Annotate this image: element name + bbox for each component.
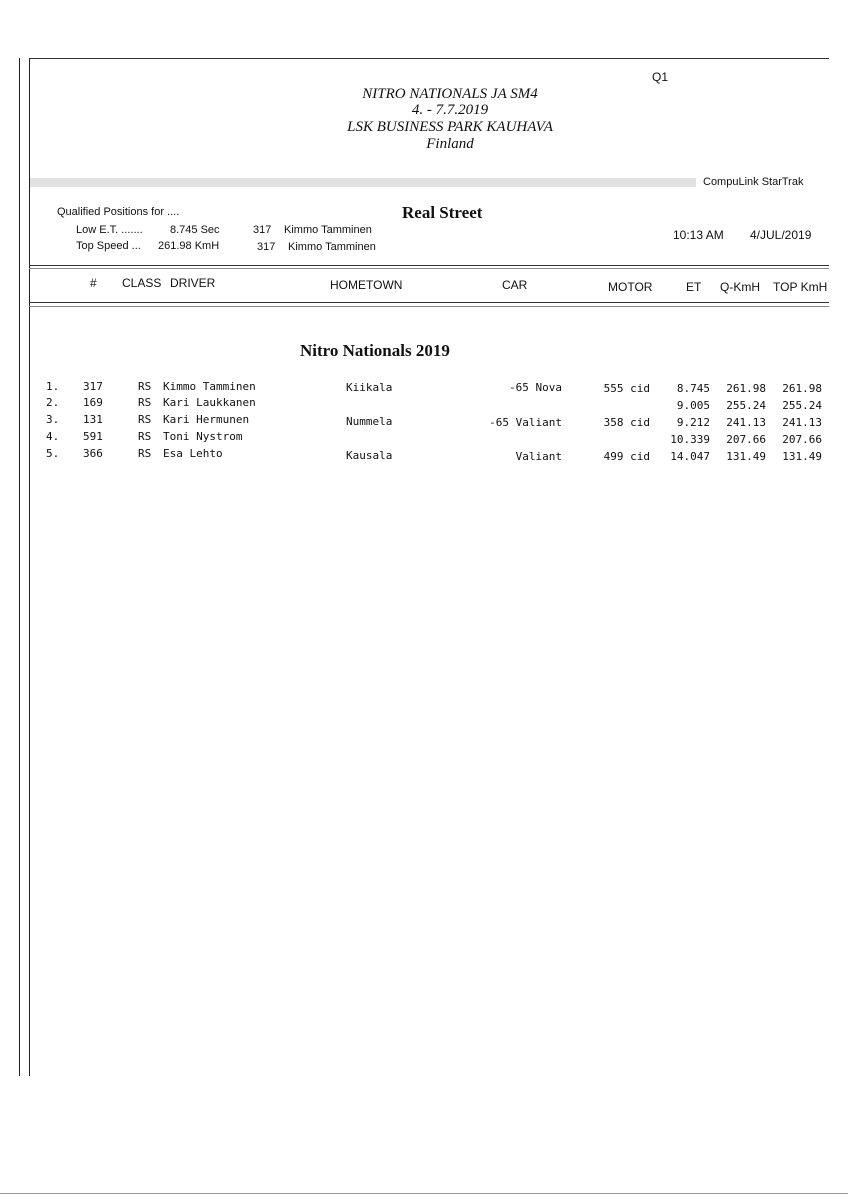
row-car: -65 Valiant (489, 416, 562, 429)
row-driver: Esa Lehto (163, 447, 223, 460)
event-country: Finland (426, 136, 474, 152)
row-motor: 499 cid (603, 450, 650, 463)
header-line-top2 (29, 268, 829, 269)
top-speed-number: 317 (257, 241, 276, 253)
section-title: Nitro Nationals 2019 (300, 341, 450, 360)
row-qkmh: 131.49 (726, 450, 766, 463)
col-hometown: HOMETOWN (330, 278, 403, 292)
top-border-line (29, 58, 829, 59)
row-class: RS (138, 413, 152, 426)
low-et-driver: Kimmo Tamminen (284, 224, 372, 236)
left-border-line (19, 58, 20, 1076)
col-topkmh: TOP KmH (773, 280, 828, 294)
low-et-number: 317 (253, 224, 272, 236)
event-dates: 4. - 7.7.2019 (411, 102, 489, 118)
row-number: 366 (83, 447, 103, 460)
row-topkmh: 207.66 (782, 433, 822, 446)
row-driver: Kari Laukkanen (163, 396, 256, 409)
row-et: 9.005 (676, 399, 710, 412)
low-et-label: Low E.T. ....... (76, 224, 143, 236)
report-date: 4/JUL/2019 (750, 228, 812, 242)
row-class: RS (138, 380, 152, 393)
row-class: RS (138, 447, 152, 460)
row-et: 14.047 (670, 450, 710, 463)
row-qkmh: 241.13 (726, 416, 766, 429)
left-border-line-inner (29, 58, 30, 1076)
row-motor: 555 cid (603, 382, 650, 395)
header-line-top (29, 265, 829, 266)
low-et-value: 8.745 Sec (170, 224, 220, 236)
row-number: 169 (83, 396, 103, 409)
row-motor: 358 cid (603, 416, 650, 429)
col-et: ET (686, 280, 702, 294)
row-driver: Kari Hermunen (163, 413, 250, 426)
row-position: 3. (46, 413, 60, 426)
row-class: RS (138, 430, 152, 443)
row-number: 591 (83, 430, 103, 443)
system-label: CompuLink StarTrak (703, 176, 804, 188)
header-line-bottom (29, 302, 829, 303)
report-time: 10:13 AM (673, 228, 724, 242)
row-position: 5. (46, 447, 60, 460)
bottom-border-line (0, 1193, 848, 1194)
row-class: RS (138, 396, 152, 409)
col-class: CLASS (122, 276, 162, 290)
col-car: CAR (502, 278, 528, 292)
row-car: -65 Nova (509, 381, 562, 394)
row-qkmh: 255.24 (726, 399, 766, 412)
row-number: 317 (83, 380, 103, 393)
col-num: # (90, 276, 97, 290)
row-qkmh: 261.98 (726, 382, 766, 395)
top-speed-value: 261.98 KmH (158, 240, 220, 252)
event-venue: LSK BUSINESS PARK KAUHAVA (347, 119, 553, 135)
class-title: Real Street (402, 203, 483, 222)
top-speed-label: Top Speed ... (76, 240, 141, 252)
row-position: 2. (46, 396, 60, 409)
row-topkmh: 261.98 (782, 382, 822, 395)
row-et: 10.339 (670, 433, 710, 446)
row-position: 1. (46, 380, 60, 393)
col-motor: MOTOR (608, 280, 653, 294)
row-hometown: Kausala (346, 449, 393, 462)
row-et: 9.212 (676, 416, 710, 429)
header-line-bottom2 (29, 306, 829, 307)
row-topkmh: 241.13 (782, 416, 822, 429)
row-driver: Kimmo Tamminen (163, 380, 256, 393)
dotted-separator (30, 178, 696, 187)
col-qkmh: Q-KmH (720, 280, 760, 294)
row-position: 4. (46, 430, 60, 443)
row-qkmh: 207.66 (726, 433, 766, 446)
qualified-label: Qualified Positions for .... (57, 206, 180, 218)
row-topkmh: 255.24 (782, 399, 822, 412)
event-title: NITRO NATIONALS JA SM4 (362, 86, 538, 102)
report-code: Q1 (652, 70, 669, 84)
row-et: 8.745 (676, 382, 710, 395)
row-hometown: Nummela (346, 415, 393, 428)
row-hometown: Kiikala (346, 381, 393, 394)
row-driver: Toni Nystrom (163, 430, 243, 443)
top-speed-driver: Kimmo Tamminen (288, 241, 376, 253)
row-number: 131 (83, 413, 103, 426)
row-topkmh: 131.49 (782, 450, 822, 463)
row-car: Valiant (515, 450, 562, 463)
col-driver: DRIVER (170, 276, 216, 290)
